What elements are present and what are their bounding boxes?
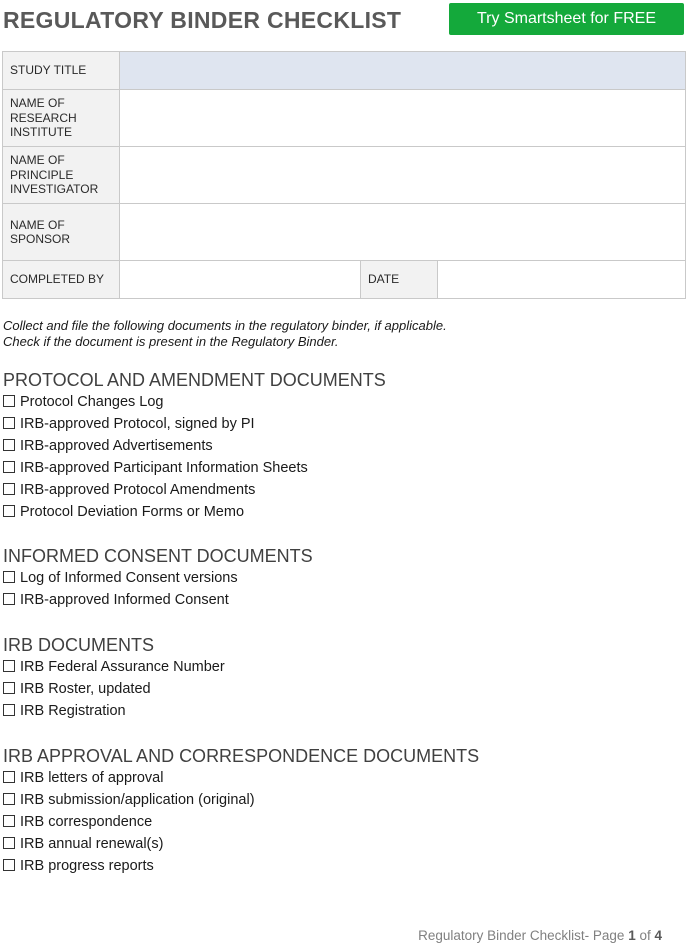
completed-by-field[interactable] <box>120 261 361 299</box>
checkbox[interactable] <box>3 793 15 805</box>
checklist-item-label: IRB annual renewal(s) <box>20 836 164 852</box>
study-title-label: STUDY TITLE <box>3 52 120 90</box>
section-informed-consent <box>3 545 313 611</box>
research-institute-label: NAME OF RESEARCH INSTITUTE <box>3 90 120 147</box>
study-title-row <box>3 52 686 90</box>
sponsor-row <box>3 204 686 261</box>
sponsor-field[interactable] <box>120 204 686 261</box>
checklist-item[interactable] <box>3 479 386 501</box>
date-label: DATE <box>361 261 438 299</box>
section-heading: PROTOCOL AND AMENDMENT DOCUMENTS <box>3 370 386 390</box>
checklist-item-label: IRB correspondence <box>20 814 153 830</box>
principal-investigator-label: NAME OF PRINCIPLE INVESTIGATOR <box>3 147 120 204</box>
checklist-item[interactable] <box>3 457 386 479</box>
checkbox[interactable] <box>3 483 15 495</box>
checkbox[interactable] <box>3 571 15 583</box>
checklist-item-label: Log of Informed Consent versions <box>20 570 238 586</box>
checklist-item-label: IRB Registration <box>20 703 126 719</box>
checklist-item[interactable] <box>3 811 479 833</box>
principal-investigator-field[interactable] <box>120 147 686 204</box>
checklist-item-label: IRB-approved Informed Consent <box>20 592 229 608</box>
checklist-item-label: Protocol Deviation Forms or Memo <box>20 504 245 520</box>
checklist-item-label: IRB letters of approval <box>20 770 164 786</box>
section-protocol-amendment <box>3 369 386 523</box>
checkbox[interactable] <box>3 704 15 716</box>
checkbox[interactable] <box>3 417 15 429</box>
checklist-item[interactable] <box>3 767 479 789</box>
footer-text: Regulatory Binder Checklist- Page <box>418 928 629 943</box>
page-footer <box>418 928 662 943</box>
checklist-item-label: IRB submission/application (original) <box>20 792 255 808</box>
research-institute-field[interactable] <box>120 90 686 147</box>
checklist-item[interactable] <box>3 435 386 457</box>
completed-by-row <box>3 261 686 299</box>
study-title-field[interactable] <box>120 52 686 90</box>
checklist-item-label: IRB-approved Advertisements <box>20 438 213 454</box>
checkbox[interactable] <box>3 593 15 605</box>
research-institute-row <box>3 90 686 147</box>
section-heading: IRB APPROVAL AND CORRESPONDENCE DOCUMENTS <box>3 746 480 766</box>
current-page-number: 1 <box>628 928 636 943</box>
checkbox[interactable] <box>3 859 15 871</box>
instructions <box>3 318 447 350</box>
page-title: REGULATORY BINDER CHECKLIST <box>3 7 402 33</box>
checkbox[interactable] <box>3 461 15 473</box>
checklist-item[interactable] <box>3 589 313 611</box>
checklist-item-label: IRB-approved Protocol, signed by PI <box>20 416 255 432</box>
checklist-item[interactable] <box>3 656 225 678</box>
checklist-item[interactable] <box>3 833 479 855</box>
section-irb-documents <box>3 634 225 722</box>
checklist-item-label: Protocol Changes Log <box>20 394 164 410</box>
checkbox[interactable] <box>3 682 15 694</box>
sponsor-label: NAME OF SPONSOR <box>3 204 120 261</box>
checklist-item-label: IRB progress reports <box>20 858 154 874</box>
checklist-item[interactable] <box>3 391 386 413</box>
checkbox[interactable] <box>3 395 15 407</box>
checklist-item-label: IRB-approved Participant Information Sheets <box>20 460 308 476</box>
instructions-line-2: Check if the document is present in the Regulatory Binder. <box>3 334 339 349</box>
checklist-item[interactable] <box>3 567 313 589</box>
checklist-item[interactable] <box>3 855 479 877</box>
completed-by-label: COMPLETED BY <box>3 261 120 299</box>
date-field[interactable] <box>438 261 686 299</box>
checklist-item-label: IRB Federal Assurance Number <box>20 659 225 675</box>
checklist-item[interactable] <box>3 413 386 435</box>
checklist-item[interactable] <box>3 678 225 700</box>
checkbox[interactable] <box>3 505 15 517</box>
checkbox[interactable] <box>3 815 15 827</box>
checkbox[interactable] <box>3 837 15 849</box>
section-heading: IRB DOCUMENTS <box>3 635 155 655</box>
checkbox[interactable] <box>3 771 15 783</box>
checkbox[interactable] <box>3 439 15 451</box>
study-info-table <box>2 51 686 299</box>
principal-investigator-row <box>3 147 686 204</box>
checklist-item-label: IRB Roster, updated <box>20 681 151 697</box>
checklist-item[interactable] <box>3 700 225 722</box>
section-irb-approval <box>3 745 479 877</box>
total-page-count: 4 <box>654 928 662 943</box>
checklist-item[interactable] <box>3 501 386 523</box>
checklist-item-label: IRB-approved Protocol Amendments <box>20 482 256 498</box>
try-smartsheet-button[interactable]: Try Smartsheet for FREE <box>449 3 684 35</box>
footer-of: of <box>635 928 655 943</box>
checkbox[interactable] <box>3 660 15 672</box>
instructions-line-1: Collect and file the following documents in the regulatory binder, if applicable. <box>3 318 447 333</box>
checklist-item[interactable] <box>3 789 479 811</box>
section-heading: INFORMED CONSENT DOCUMENTS <box>3 546 313 566</box>
